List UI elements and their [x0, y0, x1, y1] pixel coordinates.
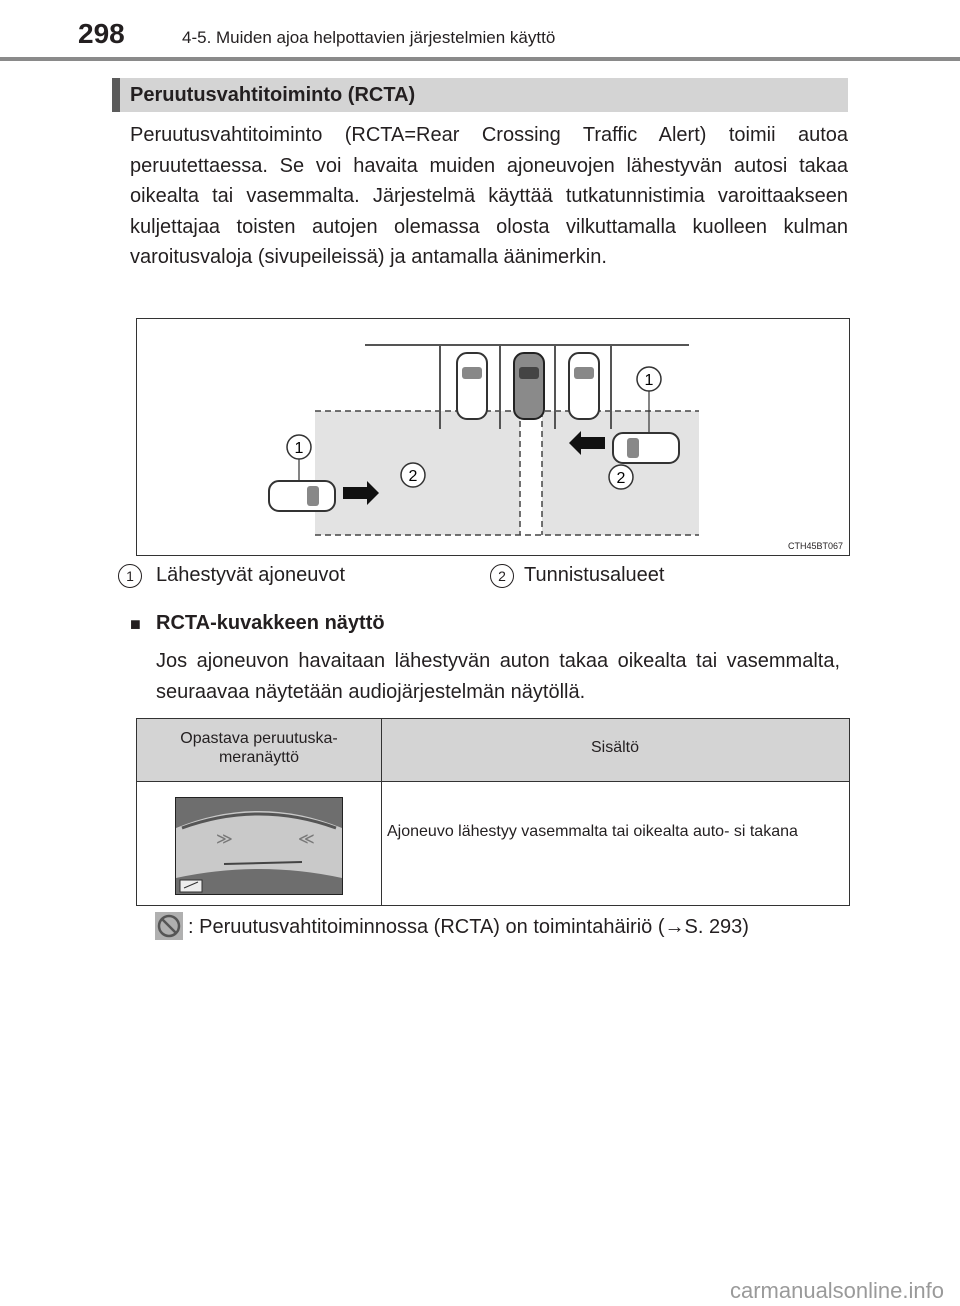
header-rule [0, 57, 960, 61]
caption-number-1: 1 [118, 564, 142, 588]
camera-view-graphic [176, 798, 342, 894]
subsection-body: Jos ajoneuvon havaitaan lähestyvän auton takaa oikealta tai vasemmalta, seuraavaa näytetään audiojärjestelmän näytöllä. [156, 650, 840, 703]
right-alert-icon: ≪ [298, 831, 315, 848]
rcta-illustration [136, 318, 850, 556]
watermark: carmanualsonline.info [729, 1278, 944, 1303]
intro-paragraph: Peruutusvahtitoiminto (RCTA=Rear Crossing Traffic Alert) toimii autoa peruutettaessa. Se voi havaita muiden ajoneuvojen lähestyvän autosi takaa oikealta tai vasemmalta. Järjestelmä käyttää tutkatunnistimia varoittaakseen kuljettajaa toisten autojen olemassa olosta vilkuttamalla kuolleen kulman varoitusvaloja (sivupeileissä) ja antamalla äänimerkin. [130, 124, 848, 268]
subsection-marker: ■ [130, 614, 141, 634]
table-header-display [137, 729, 381, 767]
section-bar-accent [112, 78, 120, 112]
callout-1-right: 1 [644, 372, 654, 389]
callout-2-right: 2 [616, 470, 626, 487]
table-row-description: Ajoneuvo lähestyy vasemmalta tai oikealta auto- si takana [387, 823, 798, 840]
section-title: Peruutusvahtitoiminto (RCTA) [130, 84, 416, 106]
display-table [136, 718, 850, 906]
table-header-content: Sisältö [590, 739, 640, 756]
callout-1-left: 1 [294, 440, 304, 457]
table-header-display-line2: meranäyttö [218, 749, 300, 766]
left-alert-icon: ≫ [216, 831, 233, 848]
malfunction-icon [155, 912, 183, 940]
figure-code: CTH45BT067 [787, 541, 843, 551]
parking-diagram [137, 319, 849, 555]
page-number: 298 [78, 18, 125, 49]
table-header-display-line1: Opastava peruutuska- [180, 730, 338, 747]
caption-text-1: Lähestyvät ajoneuvot [156, 564, 346, 586]
malfunction-note: : Peruutusvahtitoiminnossa (RCTA) on toimintahäiriö (→S. 293) [188, 916, 749, 938]
subsection-title: RCTA-kuvakkeen näyttö [156, 612, 385, 634]
caption-text-2: Tunnistusalueet [524, 564, 665, 586]
chapter-title: 4-5. Muiden ajoa helpottavien järjestelmien käyttö [182, 28, 556, 47]
callout-2-left: 2 [408, 468, 418, 485]
camera-display-image [175, 797, 343, 895]
caption-number-2: 2 [490, 564, 514, 588]
